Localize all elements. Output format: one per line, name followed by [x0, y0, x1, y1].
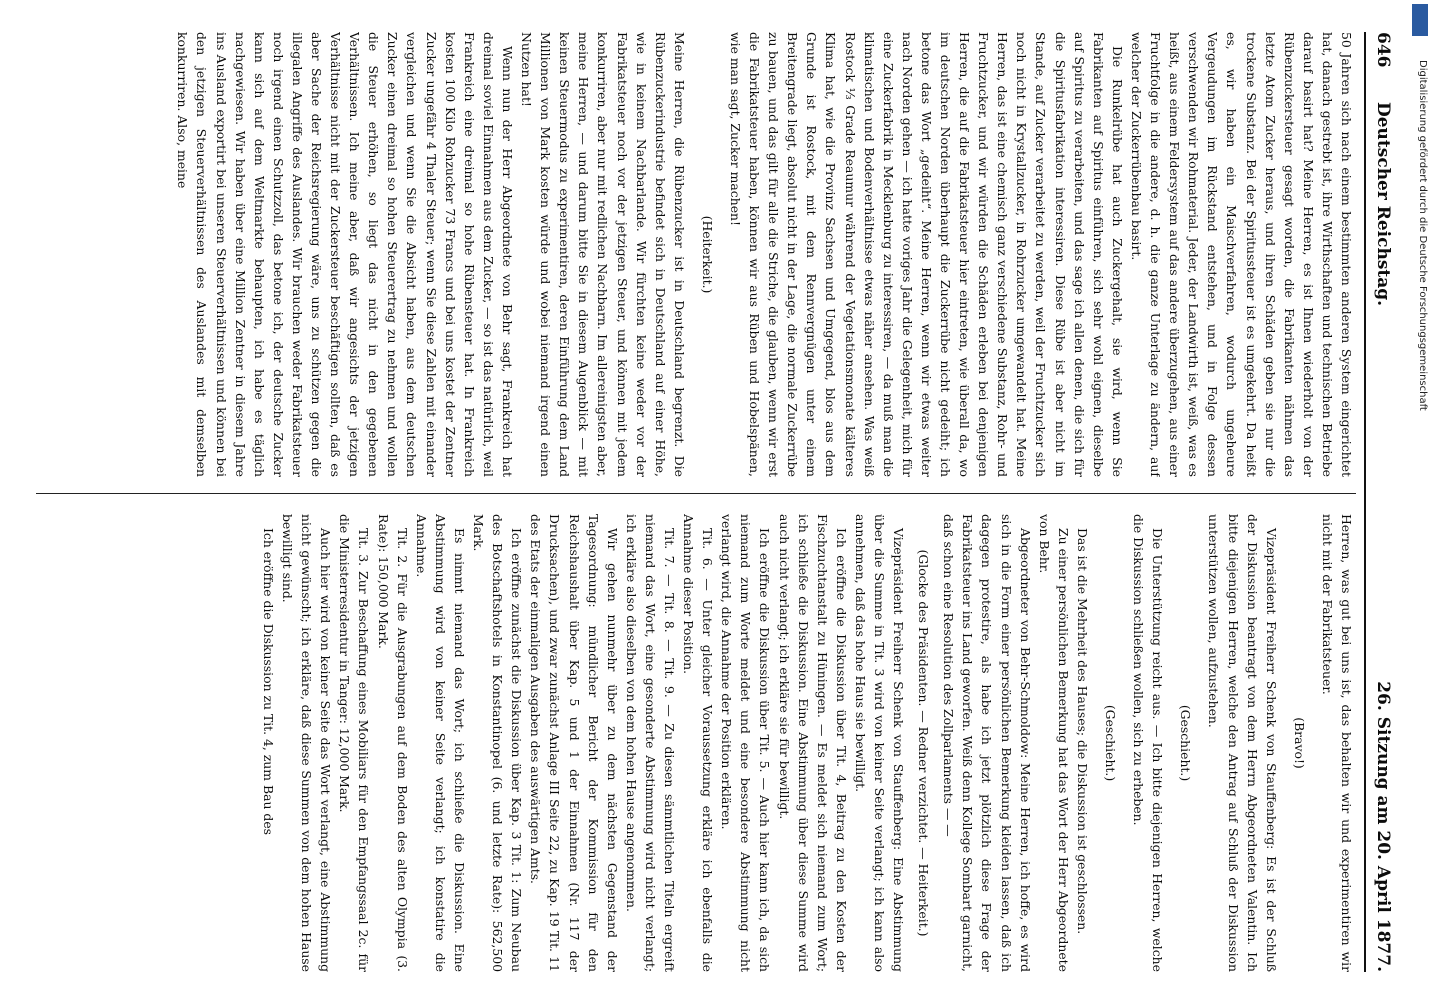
paragraph: Die Runkelrübe hat auch Zuckergehalt, sie wird, wenn Sie Fabrikanten auf Spiritus einführen, sich sehr wohl eignen, dieselbe auf Spiritus zu verarbeiten, und das sage ich allen denen, die sich für die Spiritusfabrikation interessiren. Diese Rübe ist aber nicht im Stande, auf Zucker verarbeitet zu werden, weil der Fruchtzucker sich noch nicht in Krystallzucker, in Rohrzucker umgewandelt hat. Meine Herren, das ist eine chemisch ganz verschiedene Substanz, Rohr- und Fruchtzucker, und wir würden die Schäden erleben bei denjenigen Herren, die auf die Fabrikatsteuer hier eintreten, wie überall da, wo im deutschen Norden überhaupt die Zuckerrübe nicht gedeiht; ich betone das Wort „gedeiht“. Meine Herren, wenn wir etwas weiter nach Norden gehen — ich hatte voriges Jahr die Gelegenheit, mich für eine Zuckerfabrik in Mecklenburg zu interessiren, — da muß man die klimatischen und Bodenverhältnisse etwas näher ansehen. Was weiß Rostock ⅓ Grade Reaumur während der Vegetationsmonate kälteres Klima hat, wie die Provinz Sachsen und Umgegend, blos aus dem Grunde ist Rostock, mit dem Rennvergnügen unter einem Breitengrade liegt, absolut nicht in der Lage, die normale Zuckerrübe zu bauen, und das gilt für alle die Striche, die glauben, wenn wir erst die Fabrikatsteuer haben, können wir aus Rüben und Hobelspänen, wie man sagt, Zucker machen!	[728, 32, 1125, 477]
page-number: 646	[1373, 32, 1393, 68]
digitization-note: Digitalisierung gefördert durch die Deutsche Forschungsgemeinschaft	[1417, 60, 1428, 411]
stage-direction: (Heiterkeit.)	[699, 215, 715, 294]
stage-direction: (Geschieht.)	[1178, 704, 1194, 782]
paragraph: Zu einer persönlichen Bemerkung hat das Wort der Herr Abgeordnete von Behr.	[1036, 514, 1071, 972]
paragraph: Tit. 7. — Tit. 8. — Tit. 9. — Zu diesen sämmtlichen Titeln ergreift niemand das Wort, eine gesonderte Abstimmung wird nicht verlangt; ich erkläre also dieselben von dem hohen Hause angenommen.	[623, 514, 677, 972]
paragraph: Tit. 2. Für die Ausgrabungen auf dem Boden des alten Olympia (3. Rate): 150,000 Mark.	[375, 514, 410, 972]
paragraph: 50 Jahren sich nach einem bestimmten anderen System eingerichtet hat, danach gestrebt ist, ihre Wirthschaften und technischen Betriebe darauf basirt hat? Meine Herren, es ist Ihnen wiederholt von der Rübenzuckersteuer gesagt worden, die Fabrikanten nähmen das letzte Atom Zucker heraus, und ihren Schäden geben sie nur die trockene Substanz. Bei der Spiritussteuer ist es umgekehrt. Da heißt es, wir haben ein Maischverfahren, wodurch ungeheure Vergeudungen im Rückstand entstehen, und in Folge dessen verschwenden wir Rohmaterial. Jeder, der Landwirth ist, weiß, was es heißt, aus einem Feldersystem auf das andere überzugehen, aus einer Fruchtfolge in die andere, d. h. die ganze Unterlage zu ändern, auf welcher der Zuckerrübenbau basirt.	[1128, 32, 1354, 477]
dfg-logo	[1412, 4, 1428, 36]
paragraph: Die Unterstützung reicht aus. — Ich bitte diejenigen Herren, welche die Diskussion schließen wollen, sich zu erheben.	[1131, 514, 1166, 972]
paragraph: Wenn nun der Herr Abgeordnete von Behr sagt, Frankreich hat dreimal soviel Einnahmen aus dem Zucker, — so ist das natürlich, weil Frankreich eine dreimal so hohe Rübensteuer hat. In Frankreich kosten 100 Kilo Rohzucker 73 Francs und bei uns kostet der Zentner Zucker ungefähr 4 Thaler Steuer; wenn Sie diese Zahlen mit einander vergleichen und wenn Sie die Absicht haben, aus dem deutschen Zucker einen dreimal so hohen Steuerertrag zu nehmen und wollen die Steuer erhöhen, so liegt das nicht in den gegebenen Verhältnissen. Ich meine aber, daß wir angesichts der jetzigen Verhältnisse nicht mit der Zuckersteuer beschäftigen sollten, daß es aber Sache der Reichsregierung wäre, uns zu schützen gegen die illegalen Angriffe des Auslandes. Wir brauchen weder Fabrikatsteuer noch irgend einen Schutzzoll, das betone ich, der deutsche Zucker kann sich auf dem Weltmarkte behaupten, ich habe es täglich nachgewiesen. Wir haben über eine Million Zentner in diesem Jahre ins Ausland exportirt bei unseren Steuerverhältnissen und können bei den jetzigen Steuerverhältnissen des Auslandes mit demselben konkurriren. Also, meine	[175, 32, 515, 477]
column-divider	[36, 493, 1356, 494]
header-right-title: 26. Sitzung am 20. April 1877.	[1373, 681, 1393, 972]
page-header	[1364, 32, 1400, 972]
paragraph: Herren, was gut bei uns ist, das behalten wir und experimentiren wir nicht mit der Fabrikatsteuer.	[1319, 514, 1354, 972]
right-column	[36, 514, 1356, 972]
stage-direction: (Glocke des Präsidenten. — Redner verzichtet. — Heiterkeit.)	[916, 549, 932, 937]
paragraph: Es nimmt niemand das Wort; ich schließe die Diskussion. Eine Abstimmung wird von keiner Seite verlangt; ich konstatire die Annahme.	[413, 514, 467, 972]
paragraph: Tit. 6. — Unter gleicher Voraussetzung erkläre ich ebenfalls die Annahme dieser Position.	[681, 514, 716, 972]
paragraph: Das ist die Mehrheit des Hauses; die Diskussion ist geschlossen.	[1074, 528, 1090, 935]
paragraph: Vizepräsident Freiherr Schenk von Stauffenberg: Es ist der Schluß der Diskussion beantragt von dem Herrn Abgeordneten Valentin. Ich bitte diejenigen Herren, welche den Antrag auf Schluß der Diskussion unterstützen wollen, aufzustehen.	[1206, 514, 1279, 972]
paragraph: Meine Herren, die Rübenzucker ist in Deutschland begrenzt. Die Rübenzuckerindustrie befindet sich in Deutschland auf einer Höhe, wie in keinem Nachbarlande. Wir fürchten keine weder vor der Fabrikatsteuer noch vor der jetzigen Steuer, und können mit jedem konkurriren, aber nur mit redlichen Nachbarn. Im allereinigsten aber, meine Herren, — und darum bitte Sie in diesem Augenblick — mit keinen Steuermodus zu experimentiren, deren Einführung dem Land Millionen von Mark kosten würde und wobei niemand irgend einen Nutzen hat!	[519, 32, 687, 477]
paragraph: Tit. 3. Zur Beschaffung eines Mobiliars für den Empfangssaal 2c. für die Ministerresidentur in Tanger: 12,000 Mark.	[337, 514, 372, 972]
left-column	[36, 32, 1356, 477]
header-left-title: Deutscher Reichstag.	[1373, 102, 1393, 307]
paragraph: Auch hier wird von keiner Seite das Wort verlangt, eine Abstimmung nicht gewünscht; ich erkläre, daß diese Summen von dem hohen Hause bewilligt sind.	[280, 514, 334, 972]
paragraph: Abgeordneter von Behr-Schmoldow: Meine Herren, ich hoffe, es wird sich in die Form einer persönlichen Bemerkung kleiden lassen, daß ich dagegen protestire, als habe ich jetzt plötzlich diese Frage der Fabrikatsteuer ins Land geworfen. Weiß denn Kollege Sombart garnicht, daß schon eine Resolution des Zollparlaments — —	[941, 514, 1033, 972]
paragraph: Ich eröffne zunächst die Diskussion über Kap. 3 Tit. 1: Zum Neubau des Botschaftshotels in Konstantinopel (6. und letzte Rate): 562,500 Mark.	[471, 514, 525, 972]
paragraph: Ich eröffne die Diskussion zu Tit. 4, zum Bau des	[261, 528, 277, 836]
paragraph: Ich eröffne die Diskussion über Tit. 5. — Auch hier kann ich, da sich niemand zum Worte meldet und eine besondere Abstimmung nicht verlangt wird, die Annahme der Position erklären.	[719, 514, 773, 972]
stage-direction: (Geschieht.)	[1103, 704, 1119, 782]
stage-direction: (Bravo!)	[1291, 717, 1307, 769]
rotated-page	[20, 22, 1400, 982]
paragraph: Wir gehen nunmehr über zu dem nächsten Gegenstand der Tagesordnung: mündlicher Bericht der Kommission für den Reichshaushalt über Kap. 5 und 1 der Einnahmen (Nr. 117 der Drucksachen), und zwar zunächst Anlage III Seite 22, zu Kap. 19 Tit. 11 des Etats der einmaligen Ausgaben des auswärtigen Amts.	[528, 514, 620, 972]
paragraph: Vizepräsident Freiherr Schenk von Stauffenberg: Eine Abstimmung über die Summe in Tit. 3 wird von keiner Seite verlangt; ich kann also annehmen, daß das hohe Haus sie bewilligt.	[852, 514, 907, 972]
paragraph: Ich eröffne die Diskussion über Tit. 4, Beitrag zu den Kosten der Fischzuchtanstalt zu Hüningen. — Es meldet sich niemand zum Wort; ich schließe die Diskussion. Eine Abstimmung über diese Summe wird auch nicht verlangt; ich erkläre sie für bewilligt.	[776, 514, 849, 972]
